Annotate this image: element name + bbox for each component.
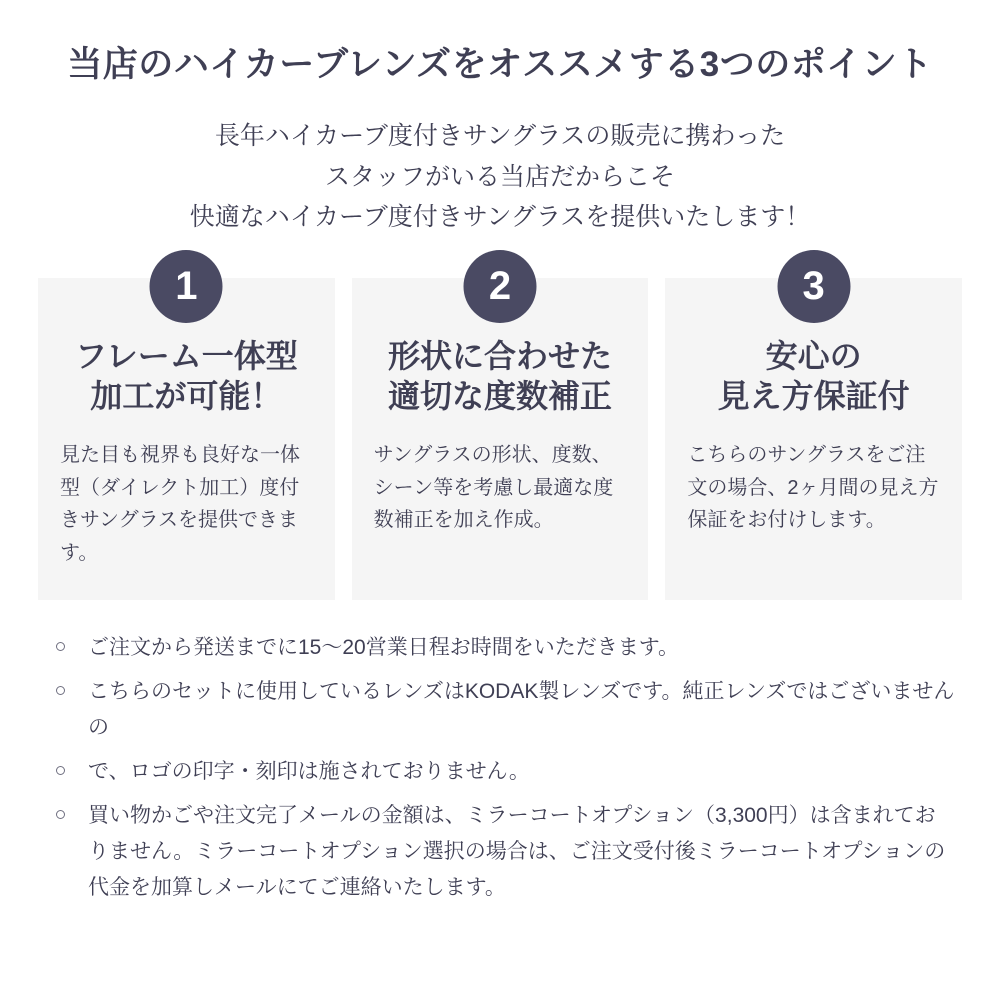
point-title-2-line-2: 適切な度数補正 (388, 378, 613, 415)
point-card-1 (38, 264, 335, 600)
note-text: 買い物かごや注文完了メールの金額は、ミラーコートオプション（3,300円）は含まれておりません。ミラーコートオプション選択の場合は、ご注文受付後ミラーコートオプションの代金を加算しメールにてご連絡いたします。 (88, 803, 946, 900)
point-title-3 (665, 336, 962, 418)
points-row (38, 264, 962, 600)
point-body-3: こちらのサングラスをご注文の場合、2ヶ月間の見え方保証をお付けします。 (687, 444, 939, 532)
note-text: こちらのセットに使用しているレンズはKODAK製レンズです。純正レンズではございませんの (88, 679, 955, 739)
note-text: ご注文から発送までに15〜20営業日程お時間をいただきます。 (88, 635, 680, 659)
list-item (44, 754, 956, 790)
point-title-1 (38, 336, 335, 418)
point-title-3-line-2: 見え方保証付 (717, 378, 910, 415)
point-number-badge-1: 1 (150, 250, 223, 323)
point-number-badge-3: 3 (777, 250, 850, 323)
point-title-1-line-1: フレーム一体型 (74, 337, 298, 374)
note-text: で、ロゴの印字・刻印は施されておりません。 (88, 759, 530, 783)
notes-list (44, 630, 956, 907)
list-item (44, 798, 956, 906)
point-title-2-line-1: 形状に合わせた (388, 337, 613, 374)
lead-line-2: スタッフがいる当店だからこそ (324, 162, 675, 191)
bullet-circle-icon (56, 686, 65, 695)
point-card-3 (665, 264, 962, 600)
point-body-2: サングラスの形状、度数、シーン等を考慮し最適な度数補正を加え作成。 (373, 444, 614, 532)
bullet-circle-icon (56, 642, 65, 651)
page-title: 当店のハイカーブレンズをオススメする3つのポイント (67, 45, 933, 84)
lead-line-1: 長年ハイカーブ度付きサングラスの販売に携わった (214, 122, 786, 150)
point-number-badge-2: 2 (464, 250, 537, 323)
point-title-1-line-2: 加工が可能！ (90, 378, 283, 415)
point-title-2 (352, 336, 649, 418)
bullet-circle-icon (56, 810, 65, 819)
point-body-1: 見た目も視界も良好な一体型（ダイレクト加工）度付きサングラスを提供できます。 (60, 444, 300, 564)
bullet-circle-icon (56, 766, 65, 775)
point-card-2 (352, 264, 649, 600)
lead-paragraph (0, 86, 1000, 238)
lead-line-3: 快適なハイカーブ度付きサングラスを提供いたします！ (189, 203, 811, 231)
point-title-3-line-1: 安心の (765, 337, 862, 374)
list-item (44, 630, 956, 666)
list-item (44, 674, 956, 746)
